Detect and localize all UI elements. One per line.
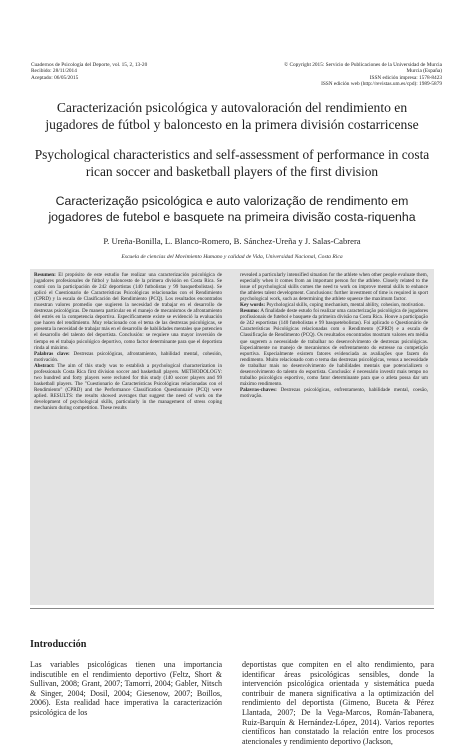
- abstract-continued-text: revealed a particularly intensified situation for the athlete when other people evaluate them, especially when it comes from an important person for the athlete. Closely related to the issue of psychological skills comes the need to work on improve mental skills to enhance the athletes talent development. Conclusions: further investment of time is required in sport psychological work, such as determining the athlete squeeze the maximum factor.: [240, 272, 428, 303]
- resumo-label: Resumo:: [240, 308, 260, 315]
- journal-header-left: [31, 62, 231, 81]
- resumen-label: Resumen:: [34, 272, 56, 278]
- keywords-label: Key words:: [240, 302, 266, 309]
- palabras-clave-label: Palabras clave:: [34, 350, 70, 357]
- author-affiliation: Escuela de ciencias del Movimiento Humano y calidad de Vida, Universidad Nacional, Costa Rica: [121, 254, 343, 260]
- issn-web: ISSN edición web (http://revistas.um.es/cpd): 1989-5879: [321, 81, 442, 88]
- author-list: P. Ureña-Bonilla, L. Blanco-Romero, B. Sánchez-Ureña y J. Salas-Cabrera: [103, 236, 361, 246]
- issn-print: ISSN edición impresa: 1578-8423: [369, 74, 442, 81]
- section-divider: [30, 608, 434, 609]
- palavras-chaves-label: Palavras-chaves:: [240, 386, 277, 393]
- journal-citation: Cuadernos de Psicología del Deporte, vol. 15, 2, 13-20: [31, 62, 148, 68]
- resumen-text: El propósito de este estudio fue realizar una caracterización psicológica de jugadores profesionales de fútbol y baloncesto de la primera división en Costa Rica. Se contó con la participación de 242 deportistas (140 futbolistas y 99 basquetbolistas). Se aplicó el Cuestionario de Características Psicológicas relacionadas con el Rendimiento (CPRD) y la escala de Clasificación del Rendimiento (PCQ). Los resultados encontrados muestran valores promedio que sugieren la necesidad de trabajar en el desarrollo de destrezas psicológicas. De manera particular en el manejo de mecanismos de afrontamiento del estrés en la competencia deportiva. Específicamente existe se evidenció la evaluación que hacen del rendimiento. Muy relacionado con el tema de las destrezas psicológicas, se presenta la necesidad de trabajar más en el desarrollo de habilidades mentales que potencien el desarrollo del talento del deportista. Conclusión: se requiere una mayor inversión de tiempo en el trabajo psicológico deportivo, como factor determinante para que el deportista rinda al máximo.: [34, 272, 222, 351]
- keywords-text: Psychological skills, coping mechanism, mental ability, cohesion, motivation.: [266, 302, 425, 309]
- title-spanish: Caracterización psicológica y autovaloración del rendimiento en jugadores de fútbol y baloncesto en la primera división costarricense: [45, 100, 419, 132]
- journal-header-right: [238, 62, 442, 88]
- publisher-location: Murcia (España): [406, 68, 442, 75]
- abstract-column-right: [240, 272, 428, 399]
- abstract-column-left: [34, 272, 222, 422]
- palabras-clave-text: Destrezas psicológicas, afrontamiento, habilidad mental, cohesión, motivación.: [34, 350, 222, 363]
- abstract-label: Abstract:: [34, 362, 55, 369]
- intro-text-right: deportistas que compiten en el alto rendimiento, para identificar áreas psicológicas sensibles, donde la intervención psicológica orientada y sistemática pueda contribuir de manera significativa a la optimización del rendimiento del deportista (Gimeno, Buceta & Pérez Llantada, 2007; De la Vega-Marcos, Román-Tabanera, Ruiz-Barquín & Hernández-López, 2014). Varios reportes científicos han constatado la relación entre los procesos atencionales y rendimiento deportivo (Jackson,: [242, 660, 434, 746]
- palavras-chaves-text: Destrezas psicológicas, enfrentamento, habilidade mental, coesão, motivação.: [240, 386, 428, 399]
- title-english: Psychological characteristics and self-assessment of performance in costa rican soccer and basketball players of the first division: [34, 147, 430, 179]
- abstract-text: The aim of this study was to establish a psychological characterization in professionals Costa Rica first division soccer and basketball players. METHODOLOGY: two hundred and forty players were recluted for this study (140 soccer players and 99 basketball players. The "Cuestionario de Características Psicológicas relacionadas con el Rendimiento" (CPRD) and the Performance Classification Questionnaire (PCQ) were aplied. RESULTS: the results showed averages that suggest the need of work on the development of psychological skills, particularly in the management of stress coping mechanism during competition. These results: [34, 362, 223, 412]
- copyright-line: © Copyright 2015: Servicio de Publicaciones de la Universidad de Murcia: [284, 62, 442, 68]
- received-date: Recibido: 28/11/2014: [31, 68, 77, 75]
- introduction-heading: Introducción: [30, 639, 87, 650]
- resumo-text: A finalidade deste estudo foi realizar uma caracterização psicológica de jogadores profissionais de futebol e basquete da primeira divisão na Costa Rica. Houve a participação de 242 esportistas (140 futebolistas e 99 basquetebolistas). Foi aplicado o Questionário de Características Psicológicas relacionadas com o Rendimento (CPRD) e a escala de Classificação de Rendimento (PCQ). Os resultados encontrados mostram valores em média que sugerem a necessidade de trabalhar no desenvolvimento de destrezas psicológicas. Especialmente no manejo de mecanismos de enfrentamento do estresse na competição esportiva. Especialmente existem fatores evidenciada as avaliações que fazem do rendimento. Muito relacionado com o tema das destrezas psicológicas, venus a necessidade de trabalhar mais no desenvolvimento de habilidades mentais que potencializem o desenvolvimento do talento do esportista. Conclusão: é necessário investir mais tempo no trabalho psicológico esportivo, como fator determinante para que o atleta possa dar um máximo rendimento.: [240, 308, 428, 387]
- title-portuguese: Caracterização psicológica e auto valorização de rendimento em jogadores de futebol e basquete na primeira divisão costa-riquenha: [48, 194, 416, 224]
- accepted-date: Aceptado: 06/05/2015: [31, 74, 79, 81]
- intro-text-left: Las variables psicológicas tienen una importancia indiscutible en el rendimiento deportivo (Feltz, Short & Sullivan, 2008; Grant, 2007; Tamorri, 2004; Gabler, Nitsch & Singer, 2004; Dosil, 2004; Giesenow, 2007; Boillos, 2006). Esta realidad hace imperativa la caracterización psicológica de los: [30, 660, 222, 717]
